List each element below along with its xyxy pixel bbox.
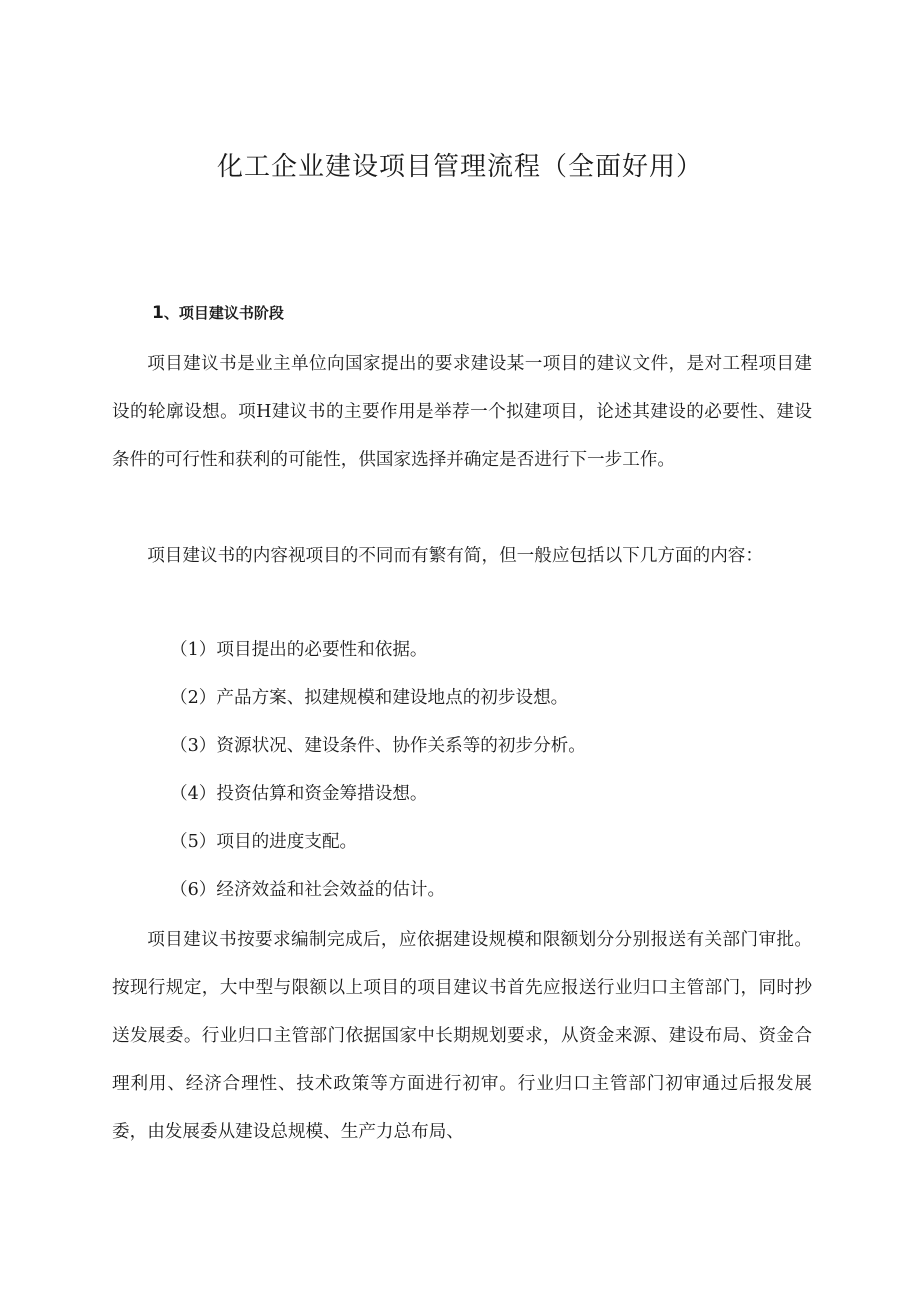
list-item: （4）投资估算和资金筹措设想。: [170, 784, 428, 804]
section-heading: [152, 302, 284, 323]
list-item: （6）经济效益和社会效益的估计。: [170, 880, 446, 900]
document-title: 化工企业建设项目管理流程（全面好用）: [216, 152, 703, 182]
paragraph-approval: 项目建议书按要求编制完成后，应依据建设规模和限额划分分别报送有关部门审批。按现行规定，大中型与限额以上项目的项目建议书首先应报送行业归口主管部门，同时抄送发展委。行业归口主管部门依据国家中长期规划要求，从资金来源、建设布局、资金合理利用、经济合理性、技术政策等方面进行初审。行业归口主管部门初审通过后报发展委，由发展委从建设总规模、生产力总布局、: [112, 930, 812, 1142]
paragraph-content-overview: 项目建议书的内容视项目的不同而有繁有简，但一般应包括以下几方面的内容：: [147, 546, 763, 566]
section-number: 1: [152, 303, 164, 323]
list-item: （2）产品方案、拟建规模和建设地点的初步设想。: [170, 688, 569, 708]
section-separator: 、: [163, 304, 179, 322]
paragraph-intro: 项目建议书是业主单位向国家提出的要求建设某一项目的建议文件，是对工程项目建设的轮廓设想。项H建议书的主要作用是举荐一个拟建项目，论述其建设的必要性、建设条件的可行性和获利的可能性，供国家选择并确定是否进行下一步工作。: [112, 354, 812, 470]
section-heading-text: 项目建议书阶段: [178, 304, 284, 322]
list-item: （3）资源状况、建设条件、协作关系等的初步分析。: [170, 736, 586, 756]
list-item: （5）项目的进度支配。: [170, 832, 358, 852]
list-item: （1）项目提出的必要性和依据。: [170, 640, 428, 660]
